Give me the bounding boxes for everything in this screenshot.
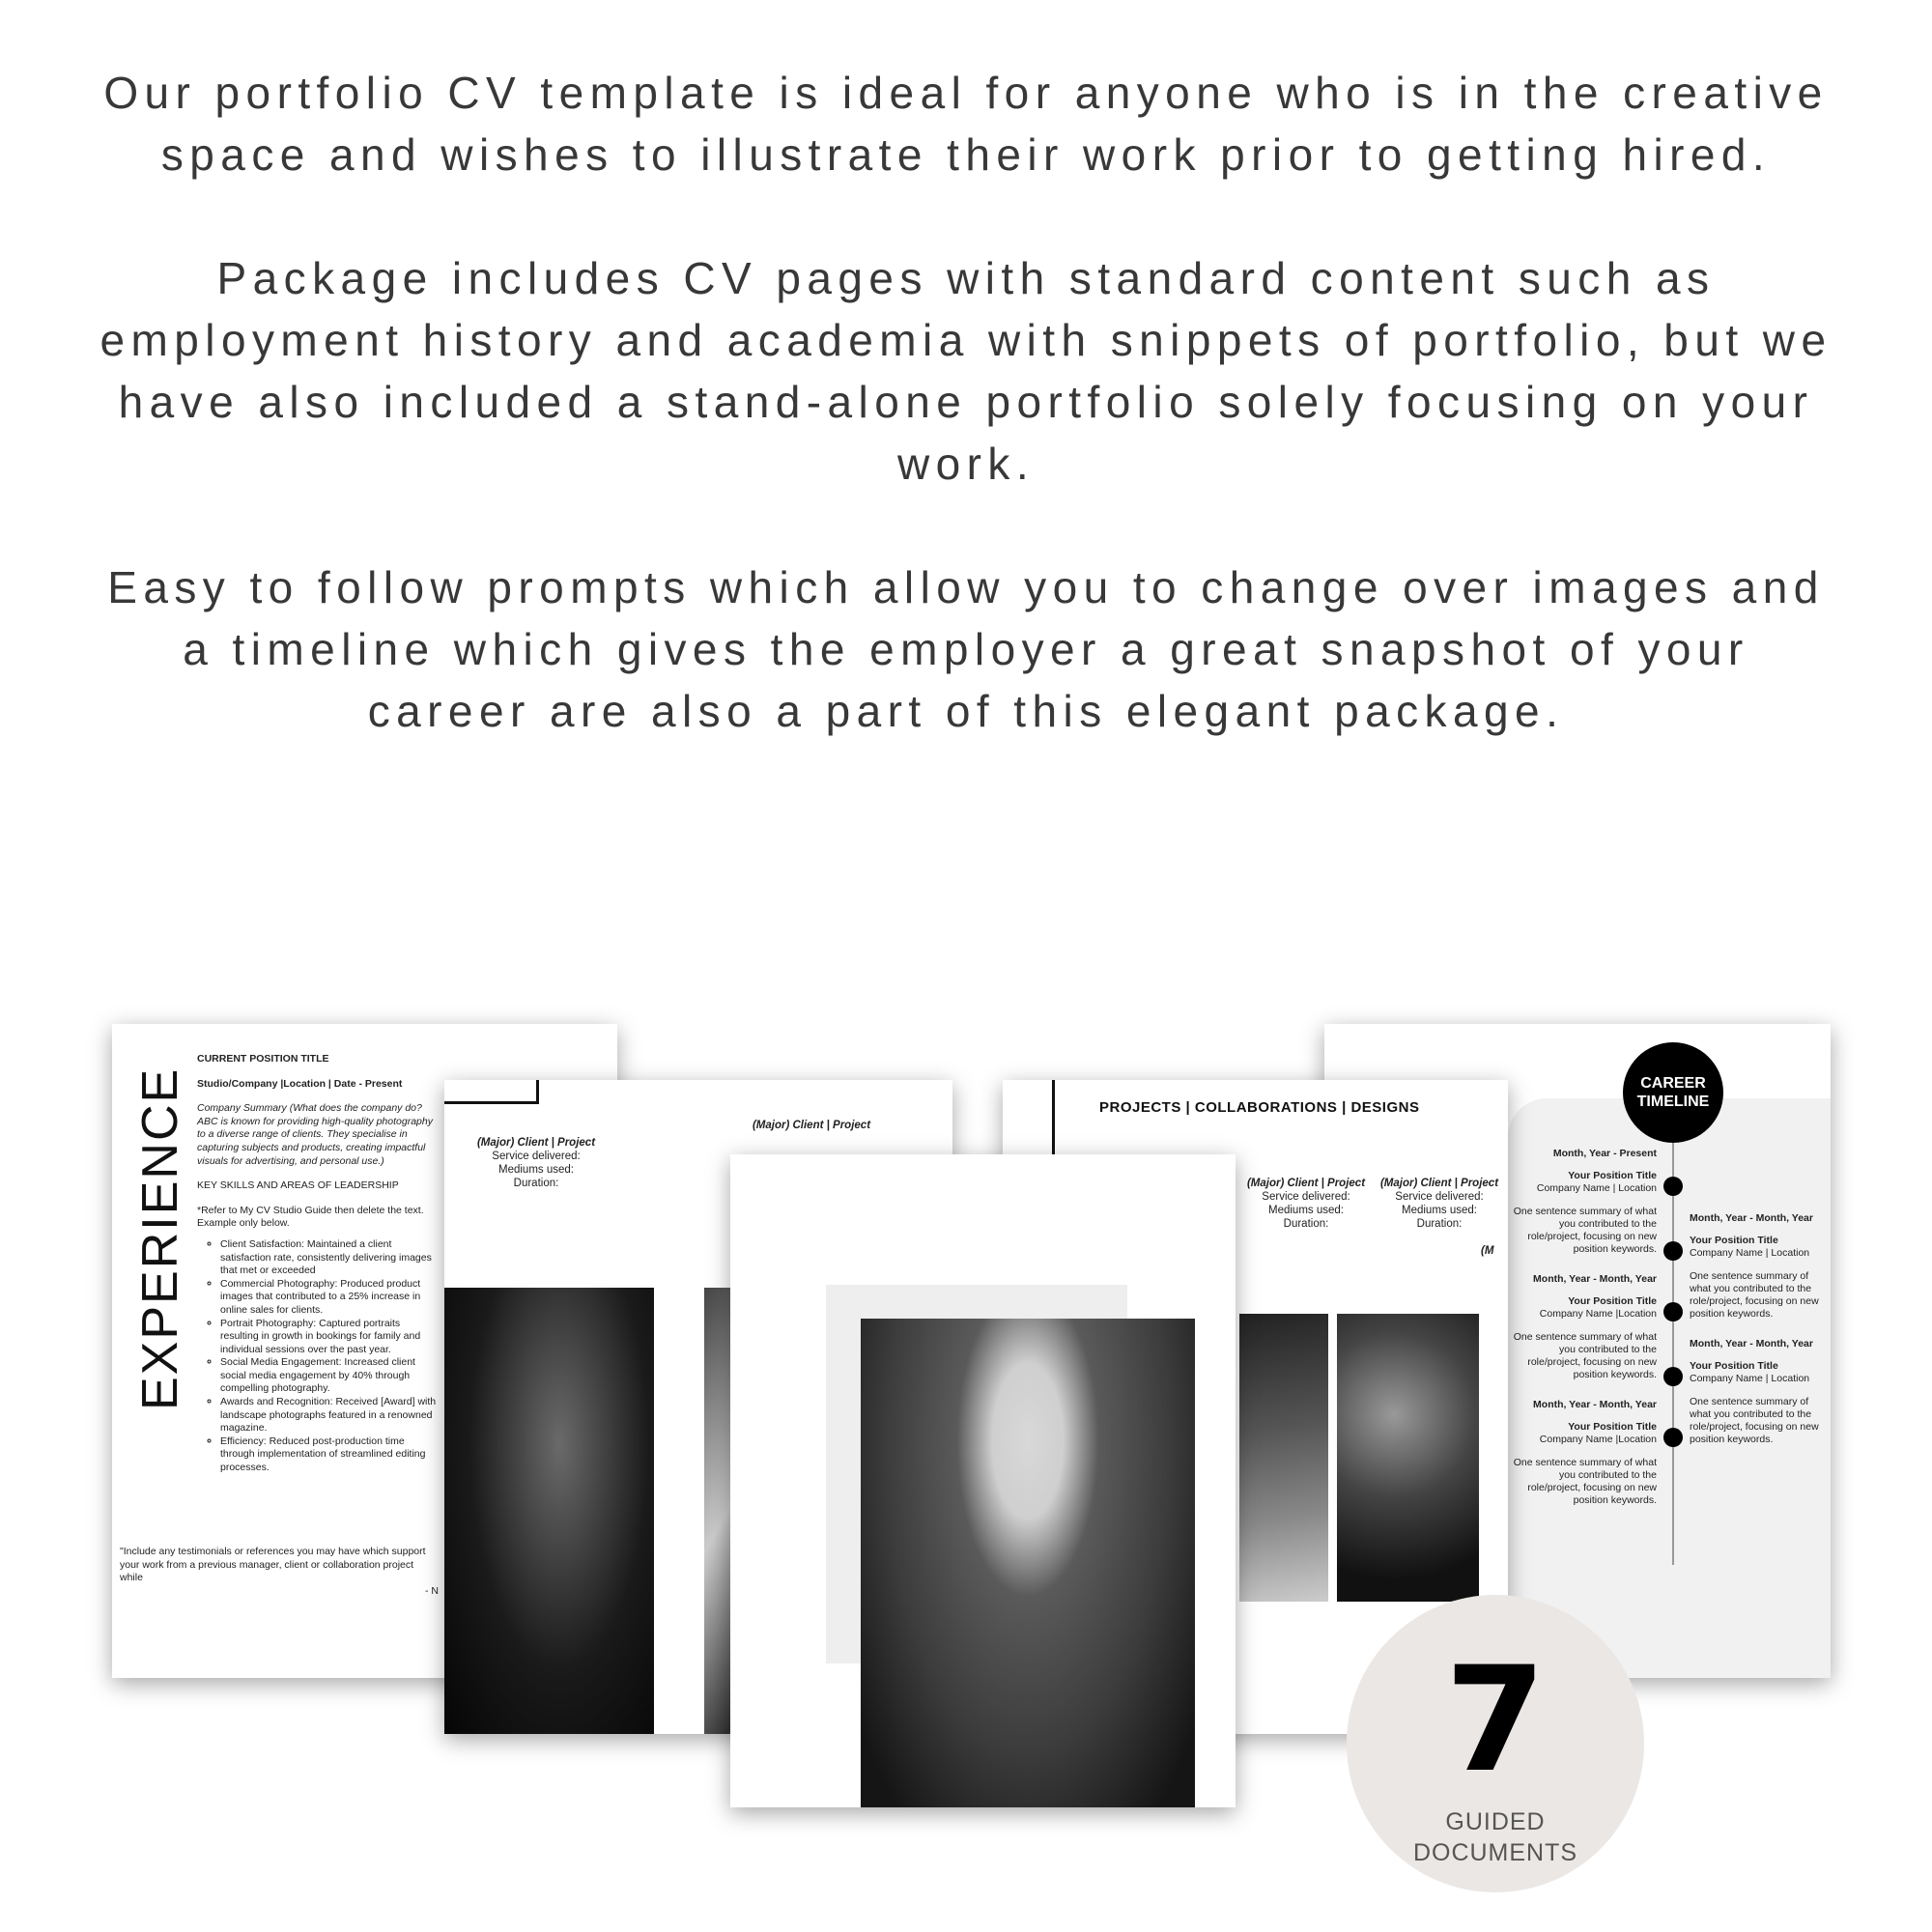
client-block-partial: (M — [1481, 1245, 1494, 1257]
timeline-entry: Month, Year - Month, Year Your Position Title Company Name | Location One sentence summary of what you contributed to the role/project, focusing on new position keywords. — [1690, 1338, 1819, 1446]
list-item: ◦ Client Satisfaction: Maintained a client satisfaction rate, consistently delivering images that met or exceeded — [220, 1238, 439, 1278]
experience-title: EXPERIENCE — [132, 1066, 188, 1410]
testimonial-text: "Include any testimonials or references you may have which support your work from a previous manager, client or collaboration project while — [120, 1546, 426, 1584]
list-item: ◦ Commercial Photography: Produced product images that contributed to a 25% increase in online sales for clients. — [220, 1278, 439, 1318]
projects-heading: PROJECTS | COLLABORATIONS | DESIGNS — [1099, 1099, 1420, 1116]
client-block: (Major) Client | Project Service delivered: Mediums used: Duration: — [1246, 1178, 1366, 1230]
client-block: (Major) Client | Project Service delivered: Mediums used: Duration: — [1379, 1178, 1499, 1230]
testimonial-signature: - N — [425, 1584, 439, 1597]
intro-text — [97, 62, 1835, 804]
timeline-entry: Month, Year - Month, Year Your Position Title Company Name | Location One sentence summary of what you contributed to the role/project, focusing on new position keywords. — [1690, 1212, 1819, 1321]
skills-list — [197, 1238, 439, 1475]
timeline-line — [1672, 1140, 1674, 1565]
skills-heading: KEY SKILLS AND AREAS OF LEADERSHIP — [197, 1179, 399, 1192]
portfolio-photo — [1337, 1314, 1479, 1602]
bracket-line — [536, 1080, 539, 1104]
accent-line — [1052, 1080, 1055, 1157]
intro-paragraph: Our portfolio CV template is ideal for anyone who is in the creative space and wishes to illustrate their work prior to getting hired. — [103, 68, 1829, 180]
timeline-title: TIMELINE — [1636, 1094, 1710, 1110]
list-item: ◦ Portrait Photography: Captured portraits resulting in growth in bookings for family and individual sessions over the past year. — [220, 1318, 439, 1357]
client-block: (Major) Client | Project — [752, 1120, 871, 1131]
refer-note: *Refer to My CV Studio Guide then delete the text. Example only below. — [197, 1204, 424, 1230]
portrait-photo — [861, 1319, 1195, 1807]
timeline-dot — [1663, 1302, 1683, 1321]
intro-paragraph: Package includes CV pages with standard content such as employment history and academia with snippets of portfolio, but we have also included a stand-alone portfolio solely focusing on your work. — [99, 253, 1833, 489]
position-title: CURRENT POSITION TITLE — [197, 1053, 329, 1065]
photo-page-preview — [730, 1154, 1236, 1807]
bracket-line — [444, 1101, 538, 1104]
timeline-entry: Month, Year - Month, Year Your Position Title Company Name |Location One sentence summary of what you contributed to the role/project, focusing on new position keywords. — [1513, 1273, 1657, 1381]
timeline-dot — [1663, 1241, 1683, 1261]
timeline-dot — [1663, 1177, 1683, 1196]
timeline-title: CAREER — [1640, 1075, 1706, 1092]
timeline-dot — [1663, 1367, 1683, 1386]
intro-paragraph: Easy to follow prompts which allow you to change over images and a timeline which gives the employer a great snapshot of your career are also a part of this elegant package. — [107, 562, 1825, 736]
company-summary: Company Summary (What does the company do? ABC is known for providing high-quality photography to a diverse range of clients. They specialise in capturing subjects and products, creating impactful visuals for advertising, and personal use.) — [197, 1102, 433, 1167]
timeline-dot — [1663, 1428, 1683, 1447]
documents-count-badge — [1347, 1595, 1644, 1892]
portfolio-photo — [444, 1288, 654, 1734]
badge-label: GUIDED — [1445, 1808, 1546, 1835]
testimonial — [120, 1546, 439, 1598]
portfolio-photo — [1239, 1314, 1328, 1602]
timeline-entry: Month, Year - Present Your Position Title Company Name | Location One sentence summary of what you contributed to the role/project, focusing on new position keywords. — [1513, 1148, 1657, 1256]
client-block: (Major) Client | Project Service delivered: Mediums used: Duration: — [476, 1137, 596, 1189]
list-item: ◦ Social Media Engagement: Increased client social media engagement by 40% through compelling photography. — [220, 1356, 439, 1396]
badge-label: DOCUMENTS — [1412, 1839, 1578, 1866]
timeline-entry: Month, Year - Month, Year Your Position Title Company Name |Location One sentence summary of what you contributed to the role/project, focusing on new position keywords. — [1513, 1399, 1657, 1507]
career-timeline-badge — [1623, 1042, 1723, 1143]
documents-count: 7 — [1444, 1636, 1547, 1804]
company-line: Studio/Company |Location | Date - Present — [197, 1077, 403, 1090]
list-item: ◦ Efficiency: Reduced post-production time through implementation of streamlined editing processes. — [220, 1435, 439, 1475]
list-item: ◦ Awards and Recognition: Received [Award] with landscape photographs featured in a renowned magazine. — [220, 1396, 439, 1435]
